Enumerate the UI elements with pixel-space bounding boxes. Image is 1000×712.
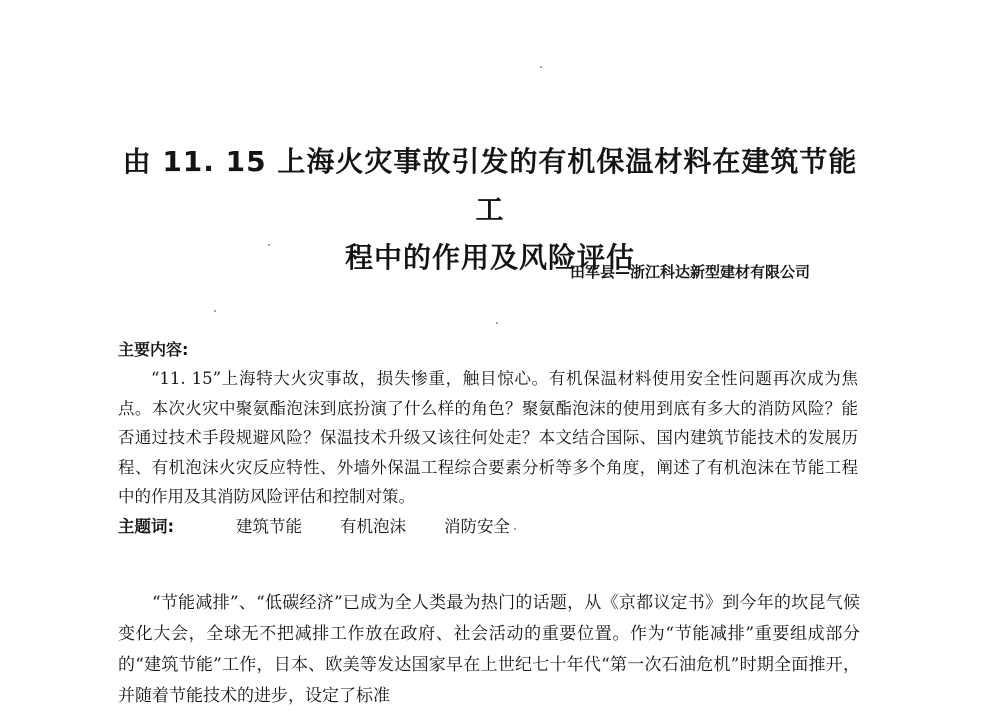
keyword-item: 建筑节能 (236, 516, 302, 536)
abstract-heading: 主要内容: (118, 340, 189, 359)
title-line-1: 由 11. 15 上海火灾事故引发的有机保温材料在建筑节能工 (122, 145, 858, 226)
scan-speck (268, 244, 270, 246)
abstract-section (118, 336, 858, 541)
title-line-2: 程中的作用及风险评估 (344, 241, 635, 274)
paper-title (110, 138, 870, 282)
author-affiliation: 田军县—浙江科达新型建材有限公司 (569, 263, 810, 281)
keywords-label: 主题词: (118, 516, 175, 536)
scan-speck (214, 310, 216, 312)
body-paragraph: “节能减排”、“低碳经济”已成为全人类最为热门的话题，从《京都议定书》到今年的坎昆气候变化大会，全球无不把减排工作放在政府、社会活动的重要位置。作为“节能减排”重要组成部分的“建筑节能”工作，日本、欧美等发达国家早在上世纪七十年代“第一次石油危机”时期全面推开，并随着节能技术的进步，设定了标准 (118, 593, 860, 706)
scan-speck (540, 66, 542, 68)
abstract-body: “11. 15”上海特大火灾事故，损失惨重，触目惊心。有机保温材料使用安全性问题再次成为焦点。本次火灾中聚氨酯泡沫到底扮演了什么样的角色？聚氨酯泡沫的使用到底有多大的消防风险？能否通过技术手段规避风险？保温技术升级又该往何处走？本文结合国际、国内建筑节能技术的发展历程、有机泡沫火灾反应特性、外墙外保温工程综合要素分析等多个角度，阐述了有机泡沫在节能工程中的作用及其消防风险评估和控制对策。 (118, 369, 858, 506)
scan-speck (514, 528, 516, 530)
keyword-item: 有机泡沫 (340, 516, 406, 536)
keyword-item: 消防安全 (444, 516, 510, 536)
scan-speck (496, 322, 498, 324)
keywords-line (118, 512, 858, 541)
